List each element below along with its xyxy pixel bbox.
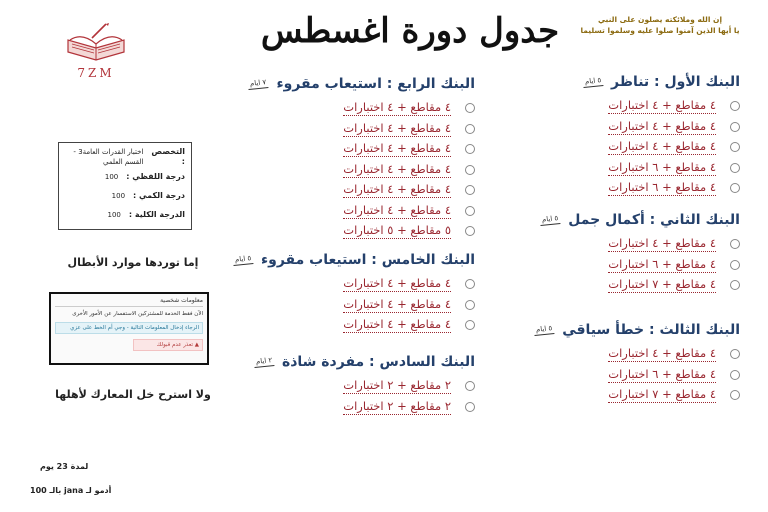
item-label: ٤ مقاطع + ٤ اختبارات: [608, 236, 716, 251]
radio-button[interactable]: [465, 279, 475, 289]
radio-button[interactable]: [465, 165, 475, 175]
item-label: ٤ مقاطع + ٤ اختبارات: [343, 161, 451, 176]
bank-title: البنك السادس : مفردة شاذة: [281, 354, 475, 370]
card-line-1: الآن فقط الخدمة للمشتركين الاستفسار عن الأمور الأخرى: [72, 311, 203, 317]
bank-title: البنك الثاني : أكمال جمل: [568, 212, 740, 228]
list-item[interactable]: [225, 98, 475, 119]
radio-button[interactable]: [730, 239, 740, 249]
item-label: ٤ مقاطع + ٤ اختبارات: [343, 317, 451, 332]
radio-button[interactable]: [465, 206, 475, 216]
item-label: ٤ مقاطع + ٤ اختبارات: [343, 141, 451, 156]
list-item[interactable]: [445, 365, 740, 386]
bank-days: ٥ ايام: [582, 76, 603, 88]
item-label: ٤ مقاطع + ٧ اختبارات: [608, 277, 716, 292]
item-label: ٤ مقاطع + ٤ اختبارات: [608, 346, 716, 361]
item-label: ٢ مقاطع + ٢ اختبارات: [343, 378, 451, 393]
item-label: ٤ مقاطع + ٦ اختبارات: [608, 366, 716, 381]
item-label: ٤ مقاطع + ٧ اختبارات: [608, 387, 716, 402]
radio-button[interactable]: [465, 300, 475, 310]
radio-button[interactable]: [465, 144, 475, 154]
radio-button[interactable]: [465, 226, 475, 236]
bank-title: البنك الثالث : خطأ سياقي: [562, 322, 740, 338]
bank-title: البنك الخامس : استيعاب مقروء: [260, 252, 475, 268]
list-item[interactable]: [225, 274, 475, 295]
verbal-value: 100: [104, 173, 119, 181]
bank-days: ٥ ايام: [539, 214, 560, 226]
item-label: ٤ مقاطع + ٤ اختبارات: [343, 182, 451, 197]
specialty-label: التخصص :: [151, 147, 185, 166]
item-label: ٤ مقاطع + ٦ اختبارات: [608, 159, 716, 174]
radio-button[interactable]: [730, 163, 740, 173]
radio-button[interactable]: [465, 124, 475, 134]
verse-line-1: إن الله وملائكته يصلون على النبي: [597, 15, 723, 24]
card-error-alert: [133, 339, 203, 351]
bank-5: [225, 248, 475, 336]
item-label: ٤ مقاطع + ٤ اختبارات: [343, 100, 451, 115]
bank-2: [445, 208, 740, 296]
verse-text: [560, 14, 760, 36]
list-item[interactable]: [445, 275, 740, 296]
warning-icon: ▲: [193, 342, 199, 348]
radio-button[interactable]: [730, 390, 740, 400]
list-item[interactable]: [445, 117, 740, 138]
list-item[interactable]: [445, 385, 740, 406]
slogan-bottom: ولا استرح خل المعارك لأهلها: [55, 388, 211, 401]
quant-value: 100: [111, 192, 126, 200]
bank-3: [445, 318, 740, 406]
list-item[interactable]: [225, 295, 475, 316]
radio-button[interactable]: [730, 101, 740, 111]
card-info-alert: الرجاء إدخال المعلومات التالية - وجي أم الخط على عزي: [55, 322, 203, 334]
total-value: 100: [107, 211, 121, 219]
item-label: ٤ مقاطع + ٤ اختبارات: [343, 120, 451, 135]
radio-button[interactable]: [465, 402, 475, 412]
radio-button[interactable]: [730, 122, 740, 132]
item-label: ٤ مقاطع + ٦ اختبارات: [608, 256, 716, 271]
radio-button[interactable]: [730, 183, 740, 193]
item-label: ٤ مقاطع + ٦ اختبارات: [608, 180, 716, 195]
item-label: ٢ مقاطع + ٢ اختبارات: [343, 398, 451, 413]
radio-button[interactable]: [465, 320, 475, 330]
logo-text: 7ZM: [77, 66, 115, 80]
list-item[interactable]: [225, 376, 475, 397]
list-item[interactable]: [445, 255, 740, 276]
item-label: ٤ مقاطع + ٤ اختبارات: [608, 98, 716, 113]
bank-days: ٥ ايام: [232, 254, 253, 266]
info-box: [58, 142, 192, 230]
duration-text: لمدة 23 يوم: [40, 462, 89, 471]
bank-days: ٥ ايام: [533, 324, 554, 336]
quant-label: درجة الكمي :: [133, 191, 185, 200]
list-item[interactable]: [445, 158, 740, 179]
list-item[interactable]: [445, 344, 740, 365]
radio-button[interactable]: [465, 185, 475, 195]
total-label: الدرجة الكلية :: [128, 210, 185, 219]
item-label: ٤ مقاطع + ٤ اختبارات: [343, 296, 451, 311]
list-item[interactable]: [225, 160, 475, 181]
radio-button[interactable]: [730, 349, 740, 359]
bank-title: البنك الرابع : استيعاب مقروء: [276, 76, 475, 92]
radio-button[interactable]: [730, 260, 740, 270]
admin-text: أدمو لـ jana بالـ 100: [30, 486, 112, 495]
verse-line-2: يا أيها الذين آمنوا صلوا عليه وسلموا تسليما: [580, 26, 740, 35]
list-item[interactable]: [225, 201, 475, 222]
list-item[interactable]: [225, 315, 475, 336]
item-label: ٤ مقاطع + ٤ اختبارات: [343, 202, 451, 217]
list-item[interactable]: [225, 180, 475, 201]
personal-info-card: [49, 292, 209, 365]
list-item[interactable]: [225, 119, 475, 140]
radio-button[interactable]: [730, 142, 740, 152]
bank-4: [225, 72, 475, 242]
bank-6: [225, 350, 475, 417]
slogan-top: إما توردها موارد الأبطال: [67, 256, 199, 269]
bank-days: ٢ ايام: [253, 356, 274, 368]
card-header: معلومات شخصية: [55, 297, 203, 307]
verbal-label: درجة اللفظي :: [126, 172, 185, 181]
item-label: ٥ مقاطع + ٥ اختبارات: [343, 223, 451, 238]
radio-button[interactable]: [465, 381, 475, 391]
radio-button[interactable]: [730, 370, 740, 380]
specialty-value: اختبار القدرات العامة3 - القسم العلمي: [73, 148, 144, 166]
list-item[interactable]: [225, 221, 475, 242]
bank-days: ٧ ايام: [248, 78, 269, 90]
item-label: ٤ مقاطع + ٤ اختبارات: [608, 118, 716, 133]
page-title: جدول دورة اغسطس: [260, 11, 560, 51]
radio-button[interactable]: [730, 280, 740, 290]
list-item[interactable]: [445, 178, 740, 199]
bank-1: [445, 70, 740, 199]
list-item[interactable]: [445, 137, 740, 158]
list-item[interactable]: [445, 234, 740, 255]
list-item[interactable]: [445, 96, 740, 117]
item-label: ٤ مقاطع + ٤ اختبارات: [608, 139, 716, 154]
list-item[interactable]: [225, 397, 475, 418]
bank-title: البنك الأول : تناظر: [611, 74, 740, 90]
card-error-text: تعذر عدم قبولك: [156, 342, 194, 348]
item-label: ٤ مقاطع + ٤ اختبارات: [343, 276, 451, 291]
radio-button[interactable]: [465, 103, 475, 113]
list-item[interactable]: [225, 139, 475, 160]
